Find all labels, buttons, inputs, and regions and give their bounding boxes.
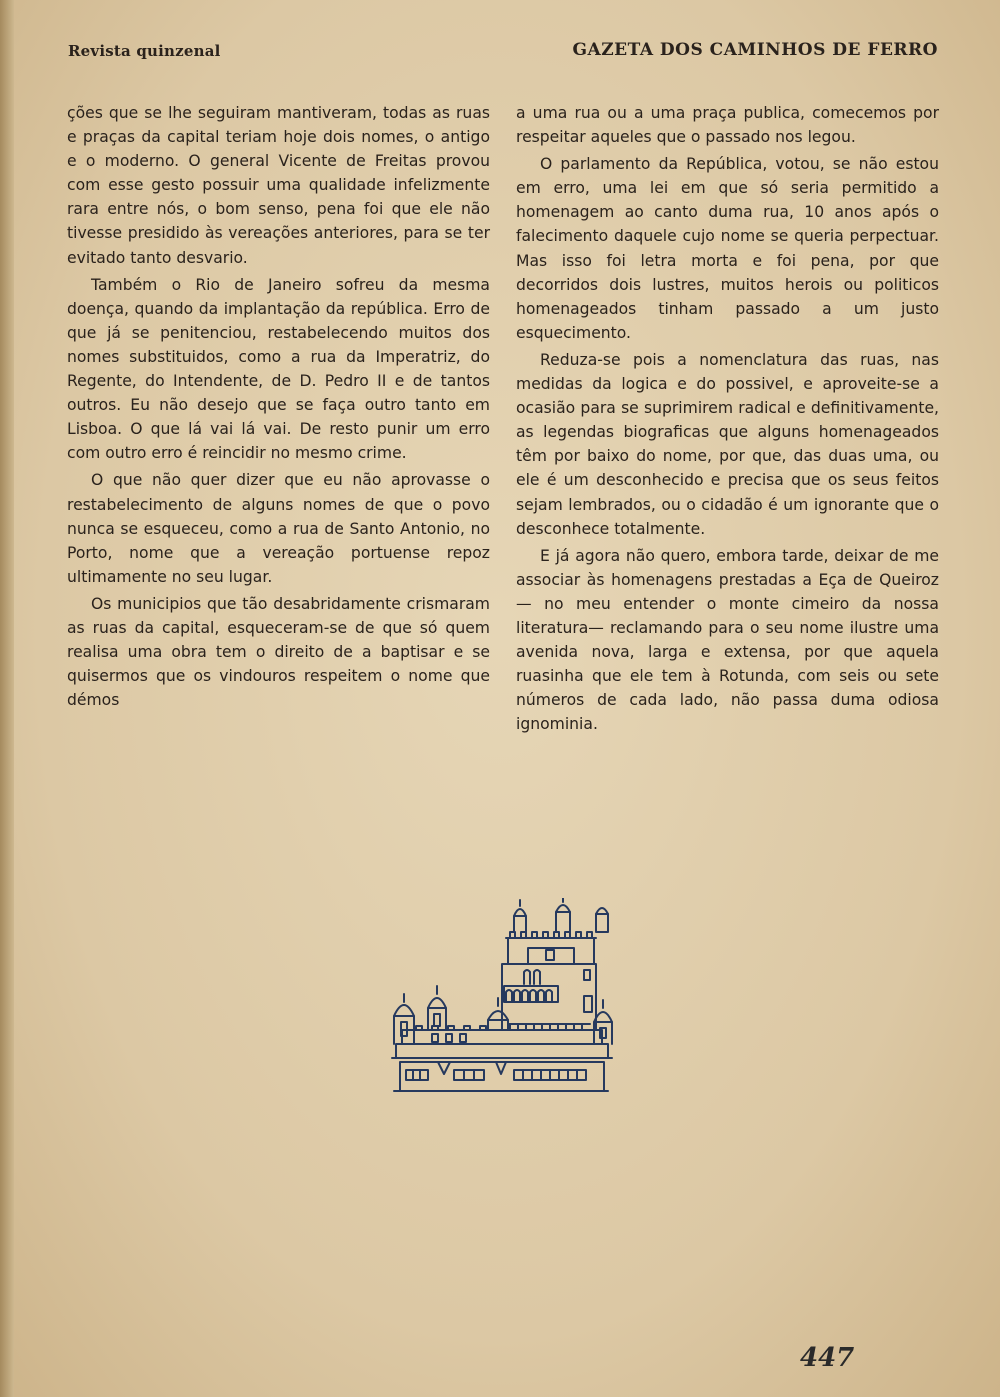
paragraph: ções que se lhe seguiram mantiveram, todas as ruas e praças da capital teriam hoje dois nomes, o antigo e o moderno. O general Vicente de Freitas provou com esse gesto possuir uma qualidade infelizmente rara entre nós, o bom senso, pena foi que ele não tivesse presidido às vereações anteriores, para se ter evitado tanto desvario. [67, 104, 490, 267]
header-left: Revista quinzenal [68, 42, 221, 60]
header-right: GAZETA DOS CAMINHOS DE FERRO [572, 40, 938, 60]
page-number: 447 [800, 1343, 855, 1373]
paragraph: E já agora não quero, embora tarde, deixar de me associar às homenagens prestadas a Eça de Queiroz— no meu entender o monte cimeiro da nossa literatura— reclamando para o seu nome ilustre uma avenida nova, larga e extensa, por que aquela ruasinha que ele tem à Rotunda, com seis ou sete números de cada lado, não passa duma odiosa ignominia. [516, 546, 939, 734]
paragraph: Também o Rio de Janeiro sofreu da mesma doença, quando da implantação da república. Erro de que já se penitenciou, restabelecendo muitos dos nomes substituidos, como a rua da Imperatriz, do Regente, do Intendente, de D. Pedro II e de tantos outros. Eu não desejo que se faça outro tanto em Lisboa. O que lá vai lá vai. De resto punir um erro com outro erro é reincidir no mesmo crime. [67, 275, 490, 463]
page-edge [0, 0, 14, 1397]
paragraph: a uma rua ou a uma praça publica, comecemos por respeitar aqueles que o passado nos legou. [516, 104, 939, 147]
left-column [67, 101, 490, 715]
paragraph: Reduza-se pois a nomenclatura das ruas, nas medidas da logica e do possivel, e aproveite-se a ocasião para se suprimirem radical e definitivamente, as legendas biograficas que alguns homenageados têm por baixo do nome, por que, das duas uma, ou ele é um desconhecido e precisa que os seus feitos sejam lembrados, ou o cidadão é um ignorante que o desconhece totalmente. [516, 350, 939, 538]
tower-of-belem-icon [388, 898, 616, 1094]
paragraph: O parlamento da República, votou, se não estou em erro, uma lei em que só seria permitido a homenagem ao canto duma rua, 10 anos após o falecimento daquele cujo nome se queria perpectuar. Mas isso foi letra morta e foi pena, por que decorridos dois lustres, muitos herois ou politicos homenageados tinham passado a um justo esquecimento. [516, 155, 939, 342]
right-column [516, 101, 939, 739]
paragraph: Os municipios que tão desabridamente crismaram as ruas da capital, esqueceram-se de que só quem realisa uma obra tem o direito de a baptisar e se quisermos que os vindouros respeitem o nome que démos [67, 594, 490, 710]
paragraph: O que não quer dizer que eu não aprovasse o restabelecimento de alguns nomes de que o povo nunca se esqueceu, como a rua de Santo Antonio, no Porto, nome que a vereação portuense repoz ultimamente no seu lugar. [67, 471, 490, 586]
